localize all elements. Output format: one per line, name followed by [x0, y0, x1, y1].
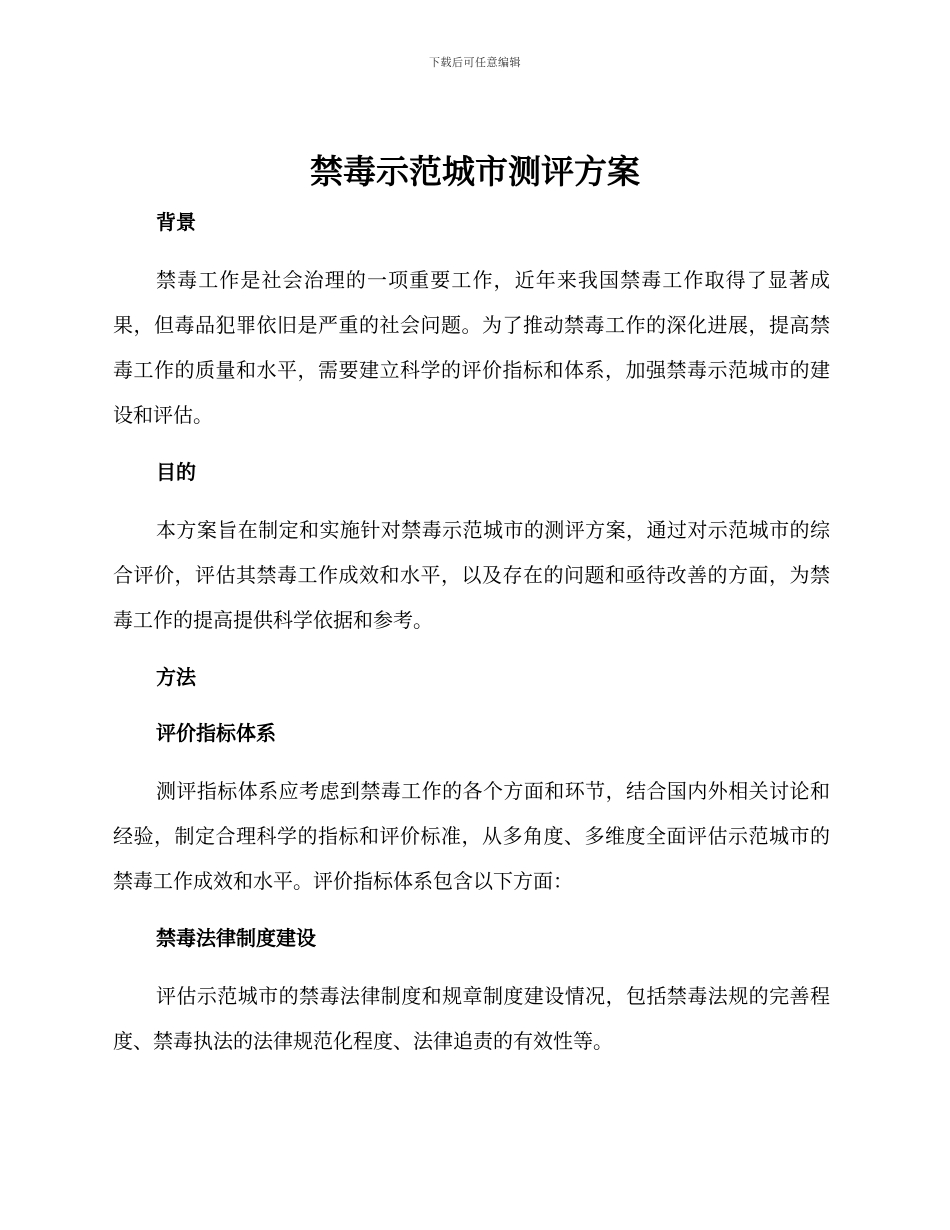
section-heading-purpose: 目的 — [156, 460, 196, 484]
section-heading-background: 背景 — [156, 210, 196, 234]
section-heading-legal-system: 禁毒法律制度建设 — [156, 926, 316, 950]
document-body — [113, 200, 830, 1064]
section-paragraph-purpose: 本方案旨在制定和实施针对禁毒示范城市的测评方案，通过对示范城市的综合评价，评估其禁毒工作成效和水平，以及存在的问题和亟待改善的方面，为禁毒工作的提高提供科学依据和参考。 — [113, 518, 830, 632]
section-heading-method: 方法 — [156, 665, 196, 689]
section-paragraph-indicator-system: 测评指标体系应考虑到禁毒工作的各个方面和环节，结合国内外相关讨论和经验，制定合理科学的指标和评价标准，从多角度、多维度全面评估示范城市的禁毒工作成效和水平。评价指标体系包含以下方面： — [113, 779, 830, 893]
section-heading-indicator-system: 评价指标体系 — [156, 721, 276, 745]
section-paragraph-legal-system: 评估示范城市的禁毒法律制度和规章制度建设情况，包括禁毒法规的完善程度、禁毒执法的法律规范化程度、法律追责的有效性等。 — [113, 984, 830, 1053]
section-paragraph-background: 禁毒工作是社会治理的一项重要工作，近年来我国禁毒工作取得了显著成果，但毒品犯罪依旧是严重的社会问题。为了推动禁毒工作的深化进展，提高禁毒工作的质量和水平，需要建立科学的评价指标和体系，加强禁毒示范城市的建设和评估。 — [113, 268, 830, 427]
page-header-note: 下载后可任意编辑 — [429, 56, 521, 69]
document-title: 禁毒示范城市测评方案 — [310, 152, 640, 191]
